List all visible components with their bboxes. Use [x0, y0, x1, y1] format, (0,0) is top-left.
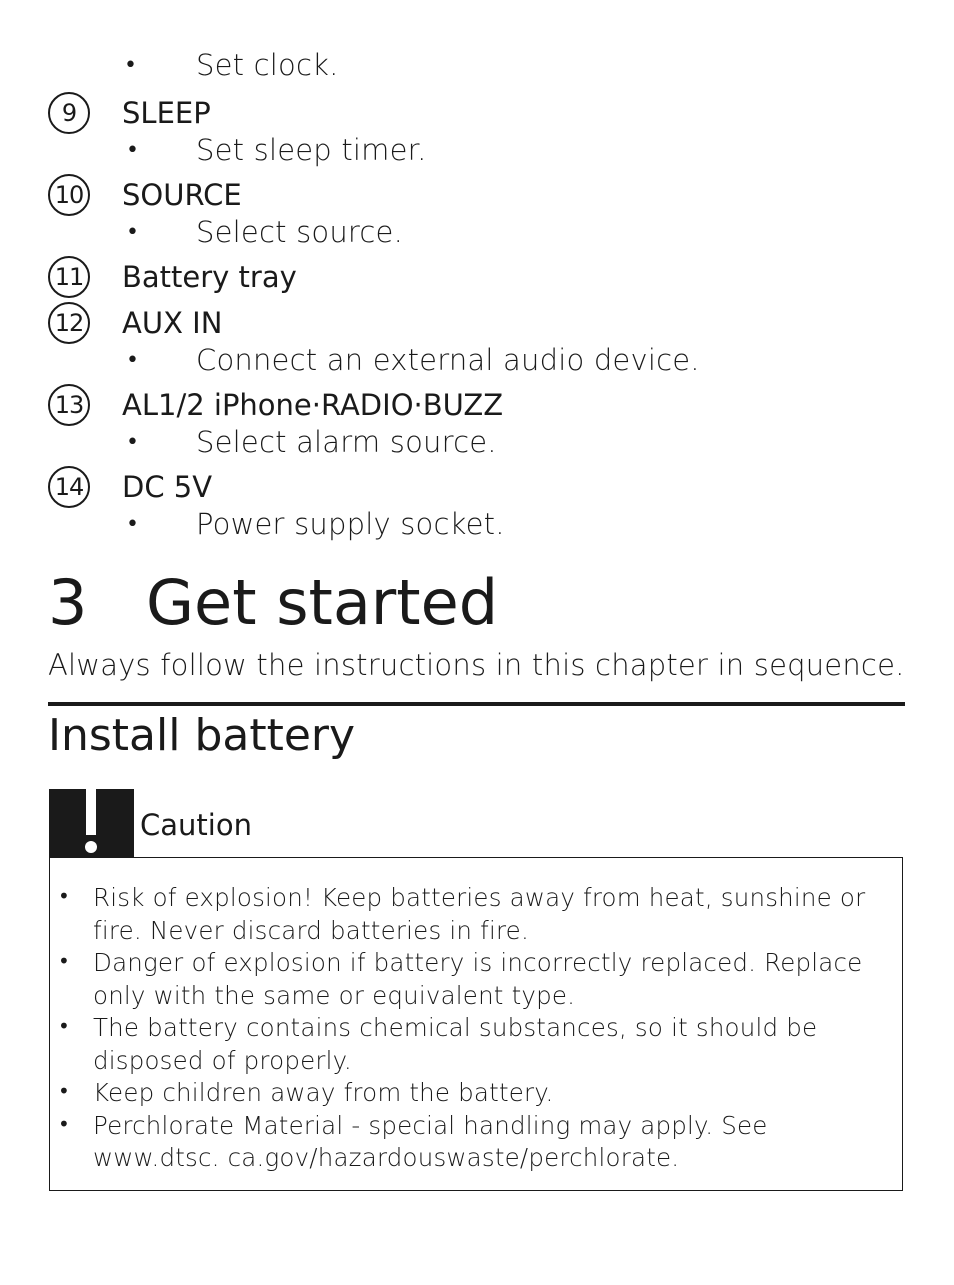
control-item-alarm-source: [48, 382, 908, 460]
bullet-dot: •: [58, 1079, 70, 1103]
bullet-dot: •: [126, 219, 139, 245]
caution-list: [50, 882, 904, 1175]
chapter-intro: Always follow the instructions in this chapter in sequence.: [48, 648, 905, 682]
item-number-badge: 14: [48, 466, 90, 508]
bullet-text: Set clock.: [196, 48, 339, 82]
item-title: DC 5V: [122, 470, 213, 504]
control-item-dc-5v: [48, 464, 908, 542]
item-title: AL1/2 iPhone·RADIO·BUZZ: [122, 388, 504, 422]
item-description: Select source.: [196, 215, 404, 249]
continued-bullet: [0, 44, 900, 86]
caution-text: Risk of explosion! Keep batteries away from heat, sunshine or fire. Never discard batteries in fire.: [93, 883, 866, 945]
section-title: Install battery: [48, 710, 356, 761]
caution-text: Keep children away from the battery.: [93, 1078, 554, 1107]
list-item: [50, 947, 904, 1012]
bullet-dot: •: [124, 52, 137, 78]
item-description: Select alarm source.: [196, 425, 497, 459]
section-divider: [48, 702, 905, 706]
item-description: Set sleep timer.: [196, 133, 427, 167]
bullet-dot: •: [126, 429, 139, 455]
item-number-badge: 10: [48, 174, 90, 216]
bullet-dot: •: [126, 137, 139, 163]
item-title: SLEEP: [122, 96, 211, 130]
caution-text: Danger of explosion if battery is incorrectly replaced. Replace only with the same or equivalent type.: [93, 948, 863, 1010]
bullet-dot: •: [126, 347, 139, 373]
list-item: [50, 1012, 904, 1077]
bullet-dot: •: [126, 511, 139, 537]
caution-text: The battery contains chemical substances, so it should be disposed of properly.: [93, 1013, 818, 1075]
control-item-battery-tray: [48, 254, 908, 300]
item-title: SOURCE: [122, 178, 242, 212]
caution-text: Perchlorate Material - special handling may apply. See www.dtsc. ca.gov/hazardouswaste/perchlorate.: [93, 1110, 768, 1172]
bullet-dot: •: [58, 1111, 70, 1136]
item-number-badge: 11: [48, 256, 90, 298]
list-item: [50, 1110, 904, 1175]
item-number-badge: 9: [48, 92, 90, 134]
bullet-dot: •: [58, 949, 70, 973]
control-item-source: [48, 172, 908, 250]
caution-label: Caution: [140, 808, 252, 842]
item-title: AUX IN: [122, 306, 223, 340]
bullet-dot: •: [58, 884, 70, 908]
control-item-sleep: [48, 90, 908, 168]
list-item: [50, 1077, 904, 1110]
item-description: Connect an external audio device.: [196, 343, 700, 377]
chapter-number: 3: [48, 566, 88, 639]
item-description: Power supply socket.: [196, 507, 505, 541]
item-number-badge: 13: [48, 384, 90, 426]
caution-box: [49, 857, 903, 1191]
chapter-heading: [48, 566, 498, 639]
chapter-title: Get started: [146, 566, 499, 639]
bullet-dot: •: [58, 1014, 70, 1038]
control-item-aux-in: [48, 300, 908, 378]
item-title: Battery tray: [122, 260, 297, 294]
list-item: [50, 882, 904, 947]
item-number-badge: 12: [48, 302, 90, 344]
exclamation-icon: [49, 789, 134, 858]
